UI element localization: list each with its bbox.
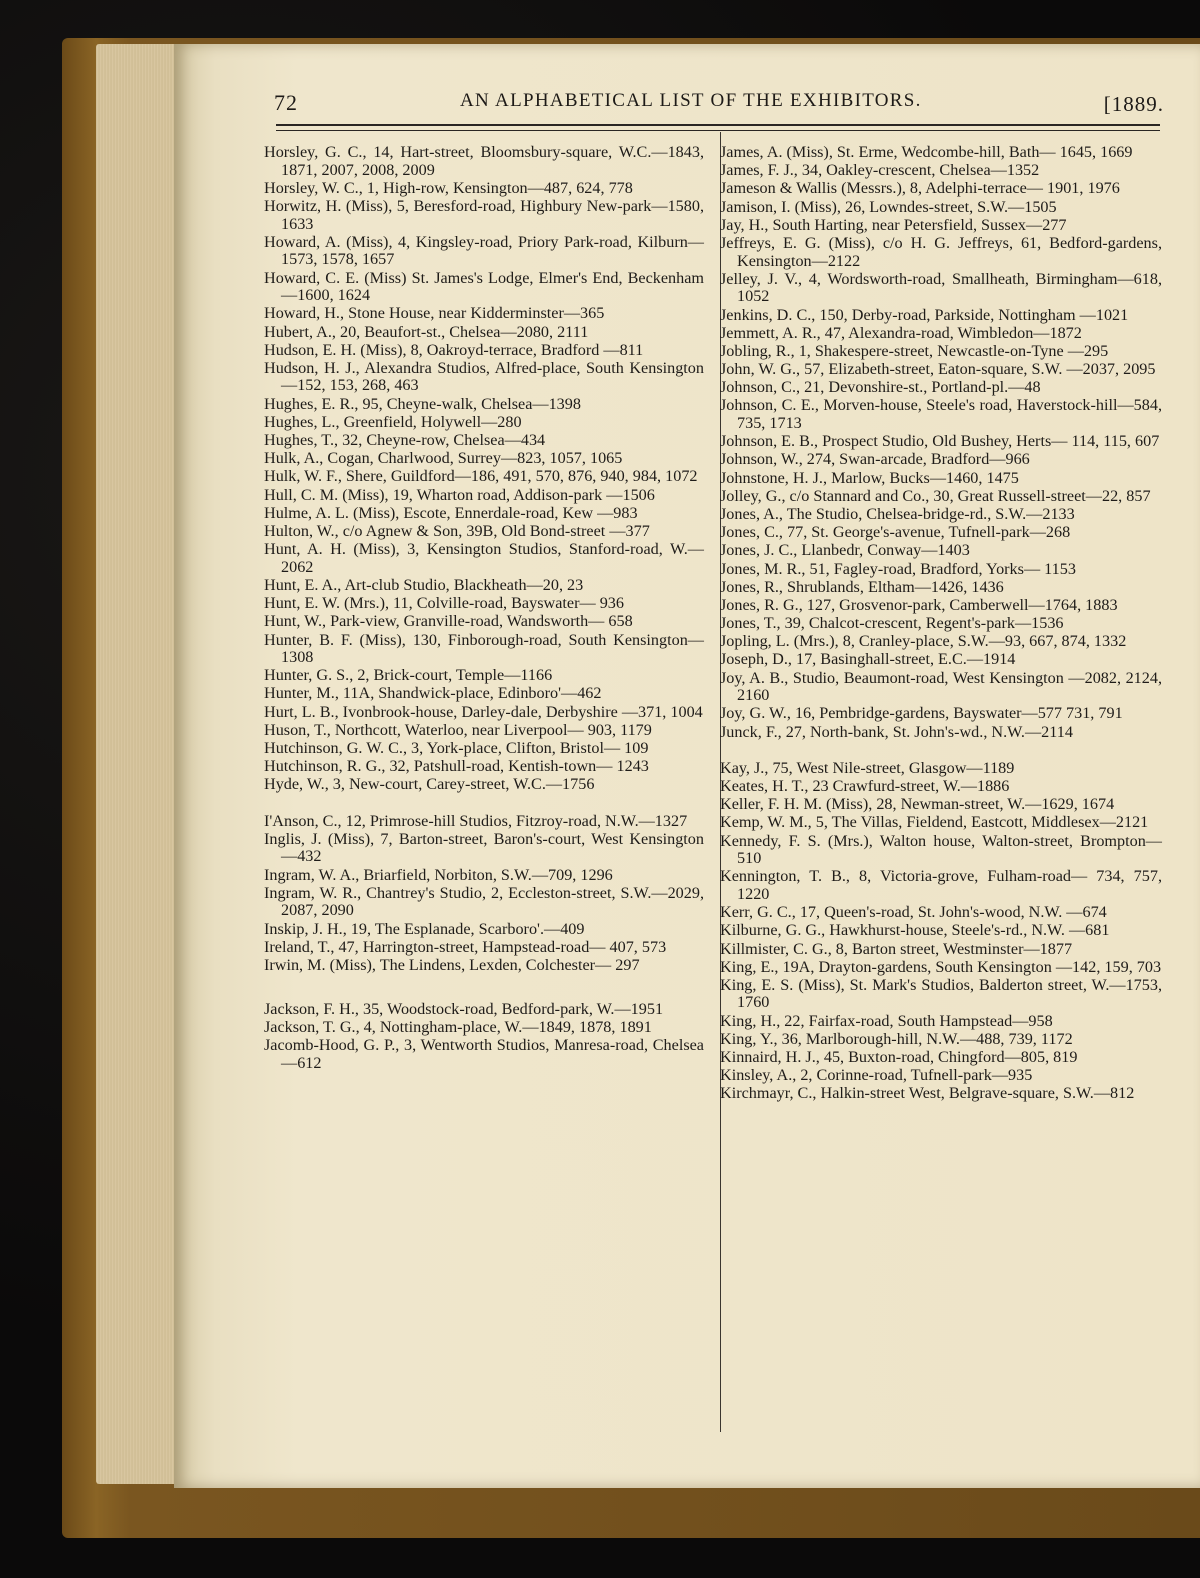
list-entry: Howard, A. (Miss), 4, Kingsley-road, Priory Park-road, Kilburn—1573, 1578, 1657 <box>264 232 704 269</box>
book-page <box>174 44 1200 1488</box>
list-entry: Hunt, E. W. (Mrs.), 11, Colville-road, Bayswater— 936 <box>264 594 624 613</box>
list-entry: James, A. (Miss), St. Erme, Wedcombe-hill, Bath— 1645, 1669 <box>720 143 1133 161</box>
letter-section-gap <box>264 795 704 813</box>
list-entry: Jones, R. G., 127, Grosvenor-park, Camberwell—1764, 1883 <box>720 595 1118 614</box>
list-entry: Hulton, W., c/o Agnew & Son, 39B, Old Bond-street —377 <box>264 521 650 540</box>
list-entry: Hunter, B. F. (Miss), 130, Finborough-road, South Kensington—1308 <box>264 630 704 667</box>
page-number: 72 <box>274 90 298 115</box>
list-entry: Joseph, D., 17, Basinghall-street, E.C.—1914 <box>720 650 1016 669</box>
list-entry: Joy, G. W., 16, Pembridge-gardens, Bayswater—577 731, 791 <box>720 704 1123 723</box>
list-entry: Kerr, G. C., 17, Queen's-road, St. John's-wood, N.W. —674 <box>720 903 1107 922</box>
list-entry: Horsley, G. C., 14, Hart-street, Bloomsbury-square, W.C.—1843, 1871, 2007, 2008, 2009 <box>264 143 704 179</box>
list-entry: King, H., 22, Fairfax-road, South Hampstead—958 <box>720 1011 1053 1030</box>
list-entry: Hughes, T., 32, Cheyne-row, Chelsea—434 <box>264 431 546 450</box>
list-entry: Ingram, W. A., Briarfield, Norbiton, S.W.—709, 1296 <box>264 865 613 884</box>
list-entry: Jeffreys, E. G. (Miss), c/o H. G. Jeffreys, 61, Bedford-gardens, Kensington—2122 <box>720 233 1162 270</box>
list-entry: Inglis, J. (Miss), 7, Barton-street, Baron's-court, West Kensington—432 <box>264 829 704 866</box>
list-entry: Howard, C. E. (Miss) St. James's Lodge, Elmer's End, Beckenham—1600, 1624 <box>264 268 704 305</box>
list-entry: Keates, H. T., 23 Crawfurd-street, W.—1886 <box>720 777 1010 795</box>
list-entry: Jolley, G., c/o Stannard and Co., 30, Great Russell-street—22, 857 <box>720 486 1151 505</box>
list-entry: Jones, C., 77, St. George's-avenue, Tufnell-park—268 <box>720 523 1071 542</box>
list-entry: Jelley, J. V., 4, Wordsworth-road, Smallheath, Birmingham—618, 1052 <box>720 269 1162 306</box>
list-entry: Hunter, M., 11A, Shandwick-place, Edinboro'—462 <box>264 684 602 703</box>
right-column <box>720 144 1162 1104</box>
list-entry: Hutchinson, R. G., 32, Patshull-road, Kentish-town— 1243 <box>264 757 649 776</box>
list-entry: Hunter, G. S., 2, Brick-court, Temple—1166 <box>264 666 553 685</box>
list-entry: Johnson, W., 274, Swan-arcade, Bradford—966 <box>720 450 1030 469</box>
list-entry: Jopling, L. (Mrs.), 8, Cranley-place, S.W.—93, 667, 874, 1332 <box>720 632 1127 651</box>
list-entry: Jay, H., South Harting, near Petersfield, Sussex—277 <box>720 215 1067 234</box>
letter-section-gap <box>720 742 1162 760</box>
list-entry: Jameson & Wallis (Messrs.), 8, Adelphi-terrace— 1901, 1976 <box>720 179 1120 198</box>
running-title: AN ALPHABETICAL LIST OF THE EXHIBITORS. <box>460 90 922 111</box>
list-entry: I'Anson, C., 12, Primrose-hill Studios, Fitzroy-road, N.W.—1327 <box>264 811 688 830</box>
list-entry: Hyde, W., 3, New-court, Carey-street, W.C.—1756 <box>264 775 595 794</box>
list-entry: Huson, T., Northcott, Waterloo, near Liverpool— 903, 1179 <box>264 720 652 739</box>
list-entry: Hudson, E. H. (Miss), 8, Oakroyd-terrace, Bradford —811 <box>264 340 644 359</box>
list-entry: Joy, A. B., Studio, Beaumont-road, West Kensington —2082, 2124, 2160 <box>720 668 1162 705</box>
list-entry: Jones, J. C., Llanbedr, Conway—1403 <box>720 541 970 560</box>
list-entry: Kinnaird, H. J., 45, Buxton-road, Chingford—805, 819 <box>720 1048 1078 1067</box>
list-entry: Hunt, E. A., Art-club Studio, Blackheath—20, 23 <box>264 575 584 594</box>
list-entry: Kennington, T. B., 8, Victoria-grove, Fulham-road— 734, 757, 1220 <box>720 867 1162 903</box>
list-entry: Kirchmayr, C., Halkin-street West, Belgrave-square, S.W.—812 <box>720 1084 1135 1103</box>
list-entry: Hughes, L., Greenfield, Holywell—280 <box>264 412 522 431</box>
list-entry: Johnson, E. B., Prospect Studio, Old Bushey, Herts— 114, 115, 607 <box>720 432 1160 451</box>
list-entry: Kennedy, F. S. (Mrs.), Walton house, Walton-street, Brompton—510 <box>720 831 1162 868</box>
list-entry: Jemmett, A. R., 47, Alexandra-road, Wimbledon—1872 <box>720 323 1082 342</box>
list-entry: Junck, F., 27, North-bank, St. John's-wd., N.W.—2114 <box>720 722 1073 741</box>
list-entry: Johnstone, H. J., Marlow, Bucks—1460, 1475 <box>720 468 1019 487</box>
page-header <box>274 90 1164 120</box>
list-entry: Hutchinson, G. W. C., 3, York-place, Clifton, Bristol— 109 <box>264 739 649 758</box>
list-entry: John, W. G., 57, Elizabeth-street, Eaton-square, S.W. —2037, 2095 <box>720 360 1156 379</box>
list-entry: Jenkins, D. C., 150, Derby-road, Parkside, Nottingham —1021 <box>720 305 1129 324</box>
list-entry: Kay, J., 75, West Nile-street, Glasgow—1189 <box>720 758 1015 777</box>
list-entry: Hull, C. M. (Miss), 19, Wharton road, Addison-park —1506 <box>264 485 655 504</box>
list-entry: Howard, H., Stone House, near Kidderminster—365 <box>264 304 605 323</box>
letter-section-gap <box>264 975 704 1001</box>
list-entry: Irwin, M. (Miss), The Lindens, Lexden, Colchester— 297 <box>264 955 640 974</box>
list-entry: Jones, A., The Studio, Chelsea-bridge-rd., S.W.—2133 <box>720 504 1075 523</box>
list-entry: Horwitz, H. (Miss), 5, Beresford-road, Highbury New-park—1580, 1633 <box>264 196 704 233</box>
list-entry: Hubert, A., 20, Beaufort-st., Chelsea—2080, 2111 <box>264 322 589 341</box>
list-entry: Jamison, I. (Miss), 26, Lowndes-street, S.W.—1505 <box>720 197 1057 216</box>
list-entry: Hulme, A. L. (Miss), Escote, Ennerdale-road, Kew —983 <box>264 503 638 522</box>
list-entry: Jackson, F. H., 35, Woodstock-road, Bedford-park, W.—1951 <box>264 1000 664 1019</box>
list-entry: Ireland, T., 47, Harrington-street, Hampstead-road— 407, 573 <box>264 937 667 956</box>
page-edges <box>96 44 186 1484</box>
list-entry: Jones, R., Shrublands, Eltham—1426, 1436 <box>720 577 1004 596</box>
left-column <box>264 144 704 1073</box>
list-entry: Hulk, A., Cogan, Charlwood, Surrey—823, 1057, 1065 <box>264 449 623 468</box>
list-entry: Hunt, W., Park-view, Granville-road, Wandsworth— 658 <box>264 612 633 631</box>
list-entry: Keller, F. H. M. (Miss), 28, Newman-street, W.—1629, 1674 <box>720 795 1115 814</box>
list-entry: King, Y., 36, Marlborough-hill, N.W.—488, 739, 1172 <box>720 1029 1073 1048</box>
list-entry: Jones, T., 39, Chalcot-crescent, Regent's-park—1536 <box>720 614 1064 633</box>
list-entry: King, E. S. (Miss), St. Mark's Studios, Balderton street, W.—1753, 1760 <box>720 975 1162 1012</box>
list-entry: Kemp, W. M., 5, The Villas, Fieldend, Eastcott, Middlesex—2121 <box>720 813 1149 832</box>
list-entry: Kilburne, G. G., Hawkhurst-house, Steele's-rd., N.W. —681 <box>720 921 1110 940</box>
list-entry: Hudson, H. J., Alexandra Studios, Alfred-place, South Kensington—152, 153, 268, 463 <box>264 358 704 395</box>
list-entry: Jobling, R., 1, Shakespere-street, Newcastle-on-Tyne —295 <box>720 341 1109 360</box>
list-entry: Hunt, A. H. (Miss), 3, Kensington Studios, Stanford-road, W.—2062 <box>264 540 704 576</box>
list-entry: Hulk, W. F., Shere, Guildford—186, 491, 570, 876, 940, 984, 1072 <box>264 467 698 486</box>
list-entry: Johnson, C., 21, Devonshire-st., Portland-pl.—48 <box>720 378 1041 397</box>
list-entry: Jacomb-Hood, G. P., 3, Wentworth Studios, Manresa-road, Chelsea—612 <box>264 1036 704 1073</box>
list-entry: Hurt, L. B., Ivonbrook-house, Darley-dale, Derbyshire —371, 1004 <box>264 702 703 721</box>
list-entry: King, E., 19A, Drayton-gardens, South Kensington —142, 159, 703 <box>720 957 1162 976</box>
list-entry: James, F. J., 34, Oakley-crescent, Chelsea—1352 <box>720 161 1040 180</box>
list-entry: Inskip, J. H., 19, The Esplanade, Scarboro'.—409 <box>264 919 585 938</box>
header-rule <box>276 124 1160 131</box>
list-entry: Killmister, C. G., 8, Barton street, Westminster—1877 <box>720 939 1073 958</box>
list-entry: Kinsley, A., 2, Corinne-road, Tufnell-park—935 <box>720 1066 1033 1085</box>
list-entry: Ingram, W. R., Chantrey's Studio, 2, Eccleston-street, S.W.—2029, 2087, 2090 <box>264 883 704 920</box>
list-entry: Horsley, W. C., 1, High-row, Kensington—487, 624, 778 <box>264 178 633 197</box>
year-marker: [1889. <box>1103 92 1164 116</box>
list-entry: Johnson, C. E., Morven-house, Steele's road, Haverstock-hill—584, 735, 1713 <box>720 396 1162 433</box>
list-entry: Hughes, E. R., 95, Cheyne-walk, Chelsea—1398 <box>264 394 581 413</box>
list-entry: Jackson, T. G., 4, Nottingham-place, W.—1849, 1878, 1891 <box>264 1018 652 1037</box>
list-entry: Jones, M. R., 51, Fagley-road, Bradford, Yorks— 1153 <box>720 559 1076 578</box>
